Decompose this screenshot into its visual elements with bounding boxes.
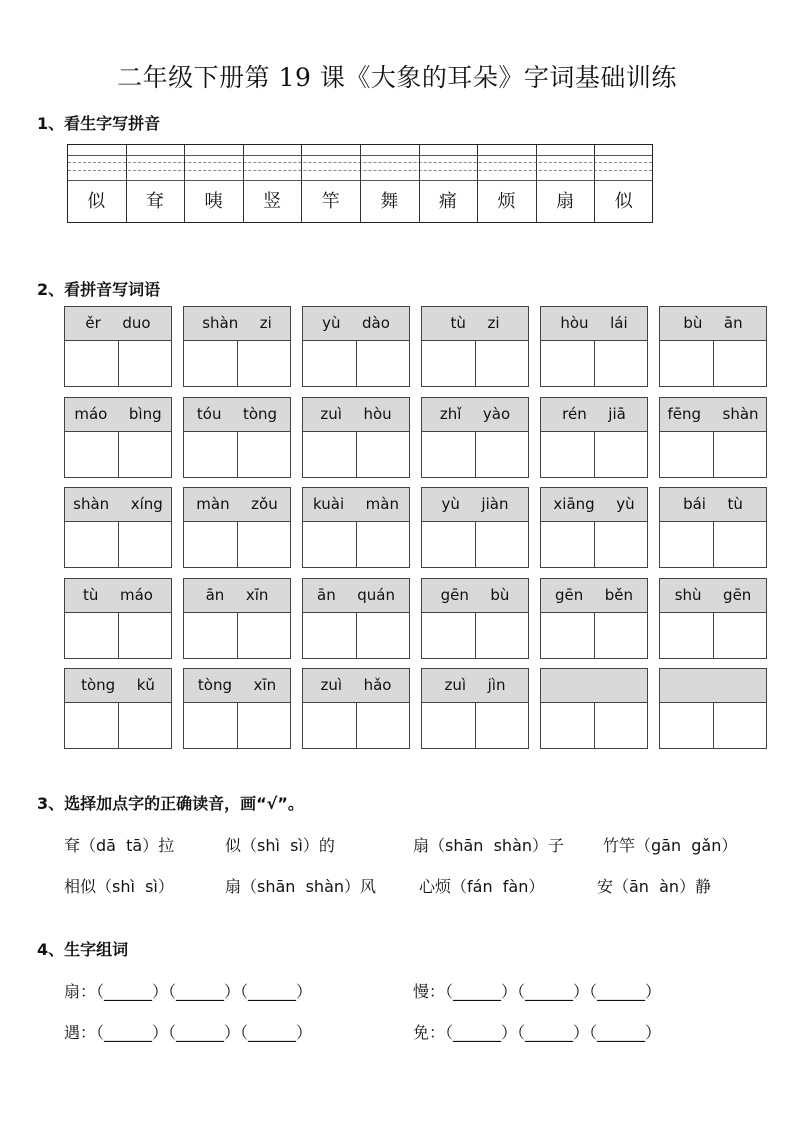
box-divider <box>356 702 357 748</box>
word-writing-box[interactable] <box>302 668 410 749</box>
box-divider <box>237 702 238 748</box>
pinyin-label: shàn xíng <box>65 488 171 522</box>
pinyin-label: rén jiā <box>541 398 647 432</box>
word-writing-box[interactable] <box>421 668 529 749</box>
box-divider <box>118 612 119 658</box>
character-cell[interactable]: 竖 <box>263 191 282 212</box>
pinyin-writing-grid <box>67 144 653 223</box>
pinyin-label: màn zǒu <box>184 488 290 522</box>
box-divider <box>475 431 476 477</box>
reading-choice[interactable]: 耷（dā tā）拉 <box>64 836 175 855</box>
word-writing-box[interactable] <box>183 397 291 478</box>
character-cell[interactable]: 烦 <box>497 191 516 212</box>
character-cell[interactable]: 耷 <box>145 191 164 212</box>
box-divider <box>475 340 476 386</box>
pinyin-label: ān xīn <box>184 579 290 613</box>
box-divider <box>237 521 238 567</box>
box-divider <box>713 612 714 658</box>
character-cell[interactable]: 似 <box>87 191 106 212</box>
box-divider <box>475 702 476 748</box>
pinyin-label: shàn zi <box>184 307 290 341</box>
word-writing-box[interactable] <box>659 668 767 749</box>
pinyin-label: zuì hǎo <box>303 669 409 703</box>
box-divider <box>594 431 595 477</box>
word-group-line[interactable]: 遇：（______）（______）（______） <box>64 1023 313 1042</box>
word-writing-box[interactable] <box>64 306 172 387</box>
character-cell[interactable]: 痛 <box>438 191 457 212</box>
pinyin-label: tù zi <box>422 307 528 341</box>
word-group-line[interactable]: 慢：（______）（______）（______） <box>413 982 662 1001</box>
box-divider <box>237 340 238 386</box>
word-writing-box[interactable] <box>540 306 648 387</box>
pinyin-label: gēn běn <box>541 579 647 613</box>
word-writing-box[interactable] <box>64 397 172 478</box>
section-3-heading: 3、选择加点字的正确读音，画“√”。 <box>37 794 304 813</box>
word-writing-box[interactable] <box>183 578 291 659</box>
box-divider <box>118 431 119 477</box>
box-divider <box>594 702 595 748</box>
box-divider <box>713 702 714 748</box>
word-writing-box[interactable] <box>659 306 767 387</box>
word-writing-box[interactable] <box>421 306 529 387</box>
box-divider <box>356 612 357 658</box>
word-writing-box[interactable] <box>540 668 648 749</box>
pinyin-label: zhǐ yào <box>422 398 528 432</box>
word-writing-box[interactable] <box>64 668 172 749</box>
pinyin-label: zuì jìn <box>422 669 528 703</box>
pinyin-label: yù jiàn <box>422 488 528 522</box>
section-1-heading: 1、看生字写拼音 <box>37 114 161 133</box>
box-divider <box>237 431 238 477</box>
character-cell[interactable]: 扇 <box>556 191 575 212</box>
word-writing-box[interactable] <box>421 487 529 568</box>
box-divider <box>594 340 595 386</box>
pinyin-label: tù máo <box>65 579 171 613</box>
word-group-line[interactable]: 免：（______）（______）（______） <box>413 1023 662 1042</box>
character-cell[interactable]: 竿 <box>321 191 340 212</box>
box-divider <box>118 340 119 386</box>
box-divider <box>713 431 714 477</box>
word-writing-box[interactable] <box>421 397 529 478</box>
pinyin-label: máo bìng <box>65 398 171 432</box>
section-2-heading: 2、看拼音写词语 <box>37 280 161 299</box>
box-divider <box>356 340 357 386</box>
word-writing-box[interactable] <box>302 578 410 659</box>
box-divider <box>118 521 119 567</box>
box-divider <box>356 431 357 477</box>
word-writing-box[interactable] <box>659 487 767 568</box>
word-writing-box[interactable] <box>659 578 767 659</box>
pinyin-label: yù dào <box>303 307 409 341</box>
word-group-line[interactable]: 扇：（______）（______）（______） <box>64 982 313 1001</box>
word-writing-box[interactable] <box>183 487 291 568</box>
pinyin-label: shù gēn <box>660 579 766 613</box>
pinyin-label: tòng xīn <box>184 669 290 703</box>
pinyin-label: ěr duo <box>65 307 171 341</box>
word-writing-box[interactable] <box>421 578 529 659</box>
reading-choice[interactable]: 安（ān àn）静 <box>597 877 712 896</box>
box-divider <box>713 521 714 567</box>
word-writing-box[interactable] <box>659 397 767 478</box>
character-cell[interactable]: 咦 <box>204 191 223 212</box>
reading-choice[interactable]: 似（shì sì）的 <box>225 836 335 855</box>
section-4-heading: 4、生字组词 <box>37 940 129 959</box>
box-divider <box>118 702 119 748</box>
pinyin-label: xiāng yù <box>541 488 647 522</box>
pinyin-label: gēn bù <box>422 579 528 613</box>
word-writing-box[interactable] <box>302 487 410 568</box>
box-divider <box>475 612 476 658</box>
pinyin-label: bái tù <box>660 488 766 522</box>
pinyin-label <box>541 669 647 703</box>
reading-choice[interactable]: 竹竿（gān gǎn） <box>603 836 738 855</box>
character-cell[interactable]: 似 <box>614 191 633 212</box>
pinyin-label: ān quán <box>303 579 409 613</box>
box-divider <box>594 521 595 567</box>
reading-choice[interactable]: 扇（shān shàn）风 <box>225 877 377 896</box>
pinyin-label: tòng kǔ <box>65 669 171 703</box>
character-cell[interactable]: 舞 <box>380 191 399 212</box>
word-writing-box[interactable] <box>302 306 410 387</box>
box-divider <box>594 612 595 658</box>
word-writing-box[interactable] <box>540 487 648 568</box>
word-writing-box[interactable] <box>183 306 291 387</box>
pinyin-label: fēng shàn <box>660 398 766 432</box>
word-writing-box[interactable] <box>64 487 172 568</box>
pinyin-label: kuài màn <box>303 488 409 522</box>
pinyin-label: hòu lái <box>541 307 647 341</box>
box-divider <box>237 612 238 658</box>
pinyin-label: bù ān <box>660 307 766 341</box>
pinyin-label: zuì hòu <box>303 398 409 432</box>
page-title: 二年级下册第 19 课《大象的耳朵》字词基础训练 <box>117 63 677 92</box>
pinyin-label: tóu tòng <box>184 398 290 432</box>
reading-choice[interactable]: 心烦（fán fàn） <box>419 877 545 896</box>
reading-choice[interactable]: 相似（shì sì） <box>64 877 174 896</box>
box-divider <box>713 340 714 386</box>
box-divider <box>356 521 357 567</box>
box-divider <box>475 521 476 567</box>
word-writing-box[interactable] <box>540 578 648 659</box>
reading-choice[interactable]: 扇（shān shàn）子 <box>413 836 565 855</box>
word-writing-box[interactable] <box>183 668 291 749</box>
word-writing-box[interactable] <box>302 397 410 478</box>
pinyin-label <box>660 669 766 703</box>
word-writing-box[interactable] <box>540 397 648 478</box>
word-writing-box[interactable] <box>64 578 172 659</box>
